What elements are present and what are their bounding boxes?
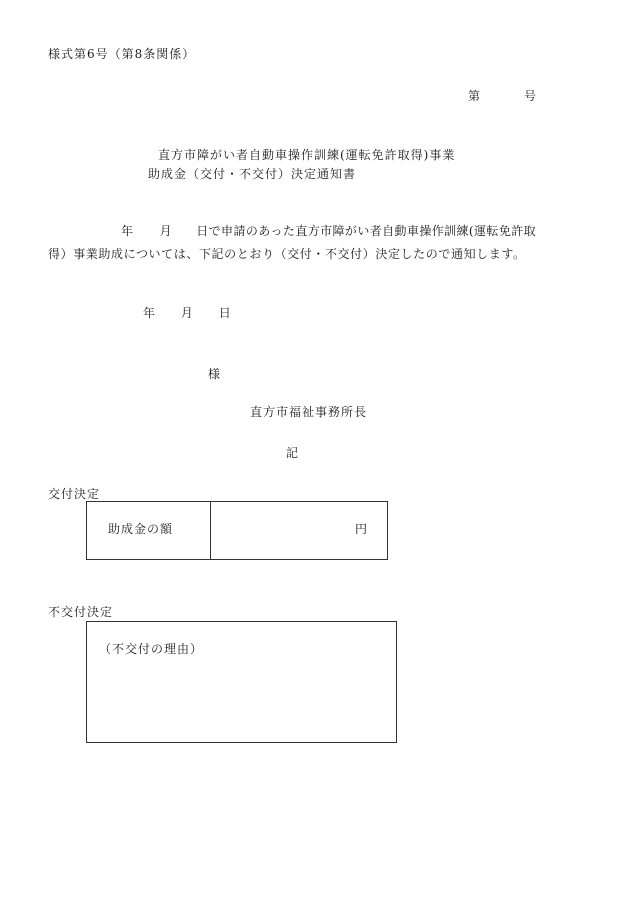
nongrant-reason-label: （不交付の理由） — [99, 642, 204, 656]
date-year: 年 — [143, 306, 156, 320]
date-day: 日 — [218, 306, 231, 320]
body-text-line1 — [48, 225, 608, 237]
grant-section-heading: 交付決定 — [48, 487, 101, 501]
amount-unit: 円 — [354, 522, 367, 536]
body-year: 年 — [121, 224, 134, 238]
nongrant-section-heading: 不交付決定 — [48, 605, 114, 619]
body-month: 月 — [159, 224, 173, 238]
date-month: 月 — [180, 306, 193, 320]
body-day-rest: 日で申請のあった直方市障がい者自動車操作訓練(運転免許取 — [196, 224, 537, 238]
issuer: 直方市福祉事務所長 — [250, 405, 368, 419]
nongrant-reason-box — [86, 621, 397, 743]
document-title-line1: 直方市障がい者自動車操作訓練(運転免許取得)事業 — [158, 148, 456, 162]
amount-value-cell — [211, 502, 387, 559]
ki-marker: 記 — [286, 446, 299, 460]
doc-number-prefix: 第 — [468, 89, 481, 103]
amount-label: 助成金の額 — [87, 502, 211, 559]
addressee-suffix: 様 — [208, 367, 221, 381]
document-title-line2: 助成金（交付・不交付）決定通知書 — [148, 167, 357, 181]
grant-amount-table — [86, 501, 388, 560]
doc-number-suffix: 号 — [524, 89, 537, 103]
issue-date — [143, 307, 231, 319]
body-text-line2: 得）事業助成については、下記のとおり（交付・不交付）決定したので通知します。 — [48, 247, 526, 261]
form-number: 様式第6号（第8条関係） — [48, 47, 196, 61]
